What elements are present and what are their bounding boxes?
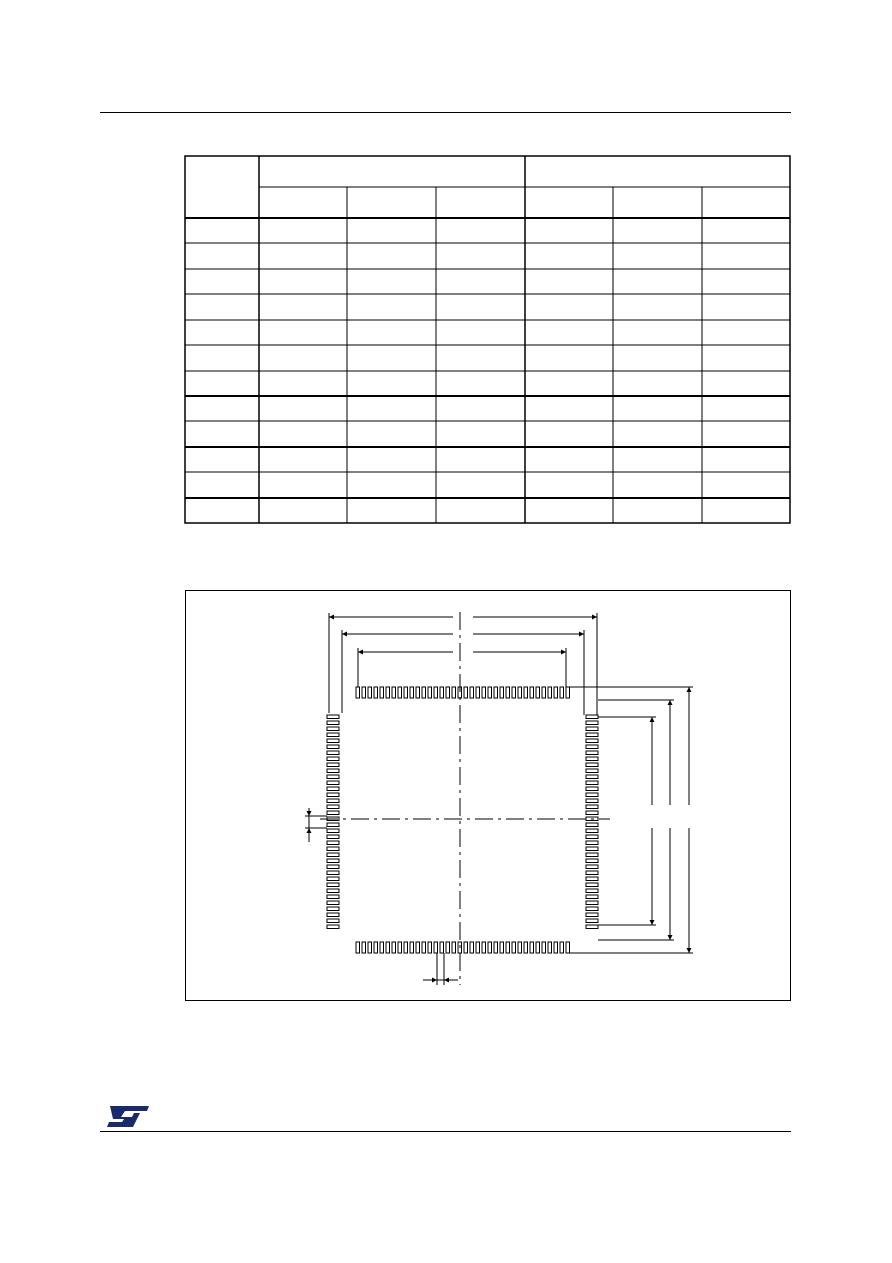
top-pad (362, 687, 366, 698)
bottom-pad (392, 942, 396, 953)
bottom-pad (434, 942, 438, 953)
bottom-pad-row (356, 942, 570, 953)
left-pad (327, 763, 339, 767)
top-pad (416, 687, 420, 698)
right-pad (586, 805, 598, 809)
top-pad (434, 687, 438, 698)
left-pad (327, 787, 339, 791)
right-pad (586, 901, 598, 905)
dimension-arrowhead (307, 828, 312, 833)
left-pad (327, 847, 339, 851)
left-pad (327, 805, 339, 809)
left-pad (327, 793, 339, 797)
top-pad (554, 687, 558, 698)
bottom-pad (536, 942, 540, 953)
bottom-pad (524, 942, 528, 953)
top-pad (500, 687, 504, 698)
left-pad (327, 715, 339, 719)
top-pad (368, 687, 372, 698)
footprint-figure-frame (185, 590, 791, 1001)
bottom-pad (566, 942, 570, 953)
right-pad (586, 853, 598, 857)
bottom-pad (404, 942, 408, 953)
top-pad (560, 687, 564, 698)
dimension-arrowhead (444, 978, 449, 983)
bottom-pad (446, 942, 450, 953)
right-pad (586, 883, 598, 887)
left-pad (327, 739, 339, 743)
top-pad (536, 687, 540, 698)
horizontal-dimension-3 (358, 648, 566, 687)
bottom-pad (362, 942, 366, 953)
top-pad (392, 687, 396, 698)
st-logo-s-shape (107, 1106, 149, 1127)
dimension-arrowhead (307, 811, 312, 816)
left-pad (327, 829, 339, 833)
left-pad (327, 901, 339, 905)
bottom-pad (530, 942, 534, 953)
bottom-pad (488, 942, 492, 953)
dimension-arrowhead (561, 650, 566, 655)
dimension-arrowhead (668, 935, 673, 940)
left-pad (327, 745, 339, 749)
left-pad (327, 769, 339, 773)
dimension-arrowhead (342, 632, 347, 637)
bottom-pad (368, 942, 372, 953)
right-pad (586, 835, 598, 839)
top-pad (482, 687, 486, 698)
bottom-pad (356, 942, 360, 953)
top-pad (356, 687, 360, 698)
footprint-drawing (186, 591, 790, 1000)
top-pad (440, 687, 444, 698)
left-pad (327, 871, 339, 875)
bottom-pad (470, 942, 474, 953)
bottom-pad (518, 942, 522, 953)
right-pad (586, 871, 598, 875)
left-pad (327, 727, 339, 731)
left-pad (327, 841, 339, 845)
vertical-dimension-2 (598, 700, 674, 940)
footprint-group (305, 612, 693, 985)
bottom-pad (512, 942, 516, 953)
right-pad (586, 829, 598, 833)
right-pad (586, 889, 598, 893)
right-pad (586, 763, 598, 767)
right-pad (586, 895, 598, 899)
left-pad (327, 775, 339, 779)
bottom-pad (440, 942, 444, 953)
dimension-arrowhead (432, 978, 437, 983)
dimension-arrowhead (687, 687, 692, 692)
right-pad (586, 799, 598, 803)
dimension-arrowhead (650, 717, 655, 722)
top-pad (374, 687, 378, 698)
left-pad (327, 781, 339, 785)
right-pad (586, 865, 598, 869)
bottom-pad (506, 942, 510, 953)
horizontal-dimension-1 (329, 613, 597, 715)
top-pad (404, 687, 408, 698)
right-pad (586, 925, 598, 929)
right-pad (586, 775, 598, 779)
left-pad (327, 907, 339, 911)
top-pad (464, 687, 468, 698)
bottom-pad (554, 942, 558, 953)
right-pad (586, 913, 598, 917)
top-pad (506, 687, 510, 698)
bottom-pad (560, 942, 564, 953)
dimension-arrowhead (650, 920, 655, 925)
dimension-arrowhead (687, 948, 692, 953)
bottom-pad (476, 942, 480, 953)
left-pad (327, 865, 339, 869)
dimension-arrowhead (579, 632, 584, 637)
left-pad (327, 751, 339, 755)
dimension-table (0, 0, 892, 540)
top-pad (542, 687, 546, 698)
top-pad (446, 687, 450, 698)
bottom-pad (410, 942, 414, 953)
left-pitch-dimension (305, 808, 327, 842)
dimension-arrowhead (592, 615, 597, 620)
bottom-pitch-dimension (423, 953, 458, 985)
left-pad (327, 895, 339, 899)
bottom-pad (422, 942, 426, 953)
left-pad (327, 721, 339, 725)
top-pad (524, 687, 528, 698)
bottom-pad (494, 942, 498, 953)
right-pad (586, 751, 598, 755)
dimension-arrowhead (358, 650, 363, 655)
left-pad (327, 925, 339, 929)
top-pad (518, 687, 522, 698)
left-pad-column (327, 715, 339, 929)
right-pad (586, 841, 598, 845)
top-pad (422, 687, 426, 698)
top-pad (398, 687, 402, 698)
right-pad (586, 721, 598, 725)
left-pad (327, 757, 339, 761)
footer-rule (100, 1131, 791, 1132)
top-pad (470, 687, 474, 698)
right-pad (586, 787, 598, 791)
table-border (185, 156, 790, 523)
top-pad (530, 687, 534, 698)
left-pad (327, 823, 339, 827)
left-pad (327, 733, 339, 737)
bottom-pad (542, 942, 546, 953)
bottom-pad (428, 942, 432, 953)
right-pad (586, 739, 598, 743)
left-pad (327, 913, 339, 917)
right-pad (586, 745, 598, 749)
dimension-arrowhead (329, 615, 334, 620)
vertical-dimension-3 (598, 717, 656, 925)
bottom-pad (374, 942, 378, 953)
dimension-arrowhead (668, 700, 673, 705)
top-pad (380, 687, 384, 698)
bottom-pad (464, 942, 468, 953)
top-pad (566, 687, 570, 698)
top-pad (488, 687, 492, 698)
right-pad (586, 847, 598, 851)
st-logo-icon (105, 1104, 151, 1128)
top-pad (512, 687, 516, 698)
top-pad-row (356, 687, 570, 698)
right-pad (586, 811, 598, 815)
right-pad (586, 793, 598, 797)
left-pad (327, 853, 339, 857)
bottom-pad (386, 942, 390, 953)
right-pad (586, 781, 598, 785)
top-pad (386, 687, 390, 698)
left-pad (327, 919, 339, 923)
right-pad (586, 877, 598, 881)
bottom-pad (380, 942, 384, 953)
bottom-pad (482, 942, 486, 953)
right-pad (586, 733, 598, 737)
right-pad (586, 769, 598, 773)
right-pad (586, 823, 598, 827)
top-pad (476, 687, 480, 698)
top-pad (494, 687, 498, 698)
bottom-pad (548, 942, 552, 953)
bottom-pad (398, 942, 402, 953)
top-pad (548, 687, 552, 698)
left-pad (327, 889, 339, 893)
left-pad (327, 859, 339, 863)
right-pad (586, 859, 598, 863)
right-pad (586, 919, 598, 923)
left-pad (327, 877, 339, 881)
top-pad (410, 687, 414, 698)
horizontal-dimension-2 (342, 630, 584, 715)
table-grid (185, 156, 790, 523)
top-pad (452, 687, 456, 698)
left-pad (327, 799, 339, 803)
right-pad (586, 907, 598, 911)
left-pad (327, 811, 339, 815)
bottom-pad (452, 942, 456, 953)
right-pad-column (586, 715, 598, 929)
right-pad (586, 757, 598, 761)
bottom-pad (416, 942, 420, 953)
left-pad (327, 835, 339, 839)
bottom-pad (500, 942, 504, 953)
left-pad (327, 883, 339, 887)
right-pad (586, 715, 598, 719)
top-pad (428, 687, 432, 698)
right-pad (586, 727, 598, 731)
